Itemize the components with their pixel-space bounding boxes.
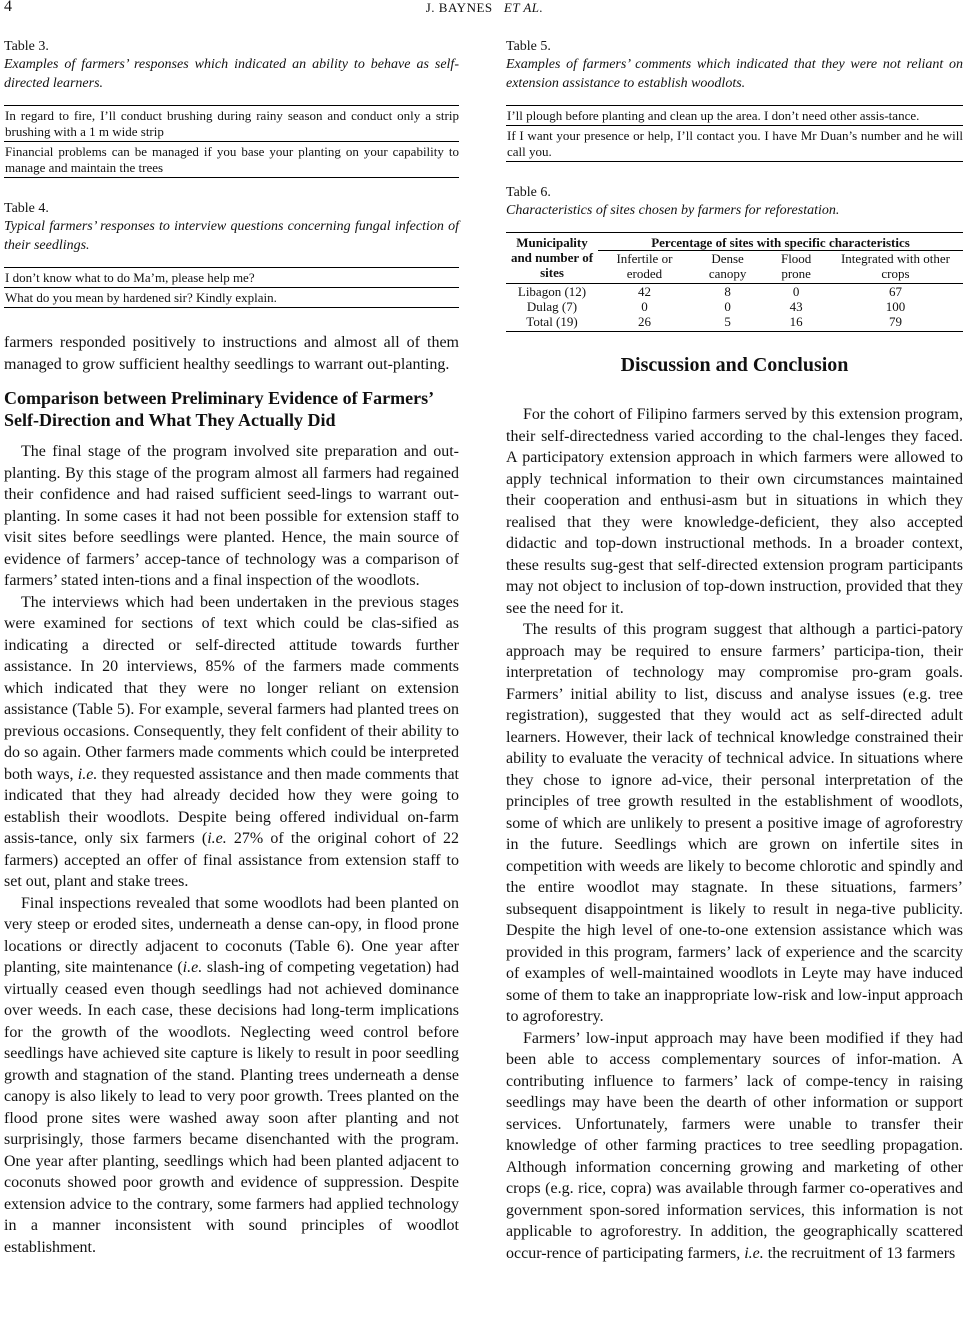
table-5-body [506, 105, 963, 162]
table-5-label: Table 5. [506, 39, 551, 54]
table-cell: 0 [641, 299, 648, 314]
table-row: I’ll plough before planting and clean up the area. I don’t need other assis-tance. [507, 108, 920, 123]
table-3-body [4, 105, 459, 178]
paragraph: The interviews which had been undertaken in the previous stages were examined for sections of text which could be clas-sified as indicating a directed or self-directed attitude towards further assistance. In 20 interviews, 85% of the farmers made comments which indicated that they were no longer reliant on extension assistance (Table 5). For example, several farmers had planted trees on previous occasions. Consequently, they felt confident of their ability to do so again. Other farmers made comments which could be interpreted both ways, i.e. they requested assistance and then made comments that indicated that they had already decided how they were going to establish their woodlots. Despite being offered individual on-farm assis-tance, only six farmers (i.e. 27% of the original cohort of 22 farmers) accepted an offer of final assistance from extension staff to set out, plant and stake trees. [4, 593, 460, 890]
column-header-group: Percentage of sites with specific characteristics [598, 233, 963, 251]
table-row [506, 284, 963, 300]
table-cell: 0 [764, 284, 828, 300]
paragraph: The final stage of the program involved site preparation and out-planting. By this stage of the program almost all farmers had regained their confidence and had raised sufficient seed-lings to warrant out-planting. In some cases it had not been possible for extension staff to visit sites before seedlings were planted. Hence, the main source of evidence of farmers’ accep-tance of technology was a comparison of farmers’ stated inten-tions and a final inspection of the woodlots. [4, 443, 459, 589]
table-cell: 0 [724, 299, 731, 314]
table-cell: Libagon (12) [506, 284, 598, 300]
column-header-municipality: Municipality and number of sites [506, 233, 598, 284]
paragraph: For the cohort of Filipino farmers served by this extension program, their self-directedness varied according to the chal-lenges they faced. A participatory extension approach in which farmers were allowed to apply technical information to their own circumstances maintained their cooperation and enthusi-asm but in situations in which they realised that they were knowledge-deficient, they also accepted didactic and top-down instructional methods. In a broader context, these results sug-gest that self-directed extension program participants may not object to inclusion of top-down instruction, provided that they see the need for it. [506, 406, 963, 617]
paragraph: Farmers’ low-input approach may have been modified if they had been able to access complementary sources of infor-mation. A contributing influence to farmers’ lack of compe-tency in raising seedlings may have been the dearth of other information or support services. Unfortunately, farmers were unable to transfer their knowledge of other farming practices to tree seedling propagation. Although information concerning growing and marketing of other crops (e.g. rice, copra) was available through farmer co-operatives and government spon-sored information services, this information is not applicable to agroforestry. In addition, the geographically scattered occur-rence of participating farmers, i.e. the recruitment of 13 farmers [506, 1029, 963, 1262]
table-6-label: Table 6. [506, 185, 551, 200]
running-head-etal: ET AL. [503, 0, 544, 15]
right-column [506, 38, 963, 1264]
page-number: 4 [4, 0, 12, 15]
table-3-label: Table 3. [4, 39, 49, 54]
table-6-grid [506, 232, 963, 332]
table-3-caption: Examples of farmers’ responses which indicated an ability to behave as self-directed learners. [4, 57, 459, 91]
table-row [506, 299, 963, 314]
running-head-author: J. BAYNES [425, 0, 493, 15]
table-cell: 8 [691, 284, 764, 300]
table-3 [4, 38, 459, 178]
column-header: Dense canopy [708, 251, 747, 281]
table-cell: 26 [598, 314, 691, 332]
paragraph: The results of this program suggest that although a partici-patory approach may be required to ensure farmers’ participa-tion, their interpretation of technology may compromise pro-gram goals. Farmers’ initial ability to list, discuss and analyse issues (e.g. tree registration), suggested that they would act as self-directed adult learners. However, their lack of technical knowledge constrained their ability to evaluate the veracity of technical advice. In situations where they chose to ignore ad-vice, their personal interpretation of the principles of tree growth resulted in the establishment of woodlots, some of which are unlikely to present a positive image of agroforestry in the future. Seedlings which are grown on infertile sites in competition with weeds are likely to become chlorotic and spindly and the entire woodlot may stagnate. In these situations, farmers’ subsequent disappointment is likely to result in nega-tive publicity. Despite the high level of one-to-one extension assistance which was provided in this program, farmers’ lack of experience and the scarcity of examples of well-maintained woodlots in Leyte may have induced some of them to take an inappropriate low-risk and low-input approach to agroforestry. [506, 621, 963, 1025]
table-row: If I want your presence or help, I’ll contact you. I have Mr Duan’s number and he will call you. [506, 125, 963, 161]
table-cell: 16 [764, 314, 828, 332]
column-header: Integrated with other crops [840, 251, 950, 281]
paragraph: Final inspections revealed that some woodlots had been planted on very steep or eroded sites, underneath a dense can-opy, in flood prone locations or directly adjacent to coconuts (Table 6). One year after planting, site maintenance (i.e. slash-ing of competing vegetation) had virtually ceased even though seedlings had not achieved dominance over weeds. In each case, these decisions had long-term implications for the growth of the woodlots. Neglecting weed control before seedlings have achieved site capture is likely to result in poor seedling growth and stagnation of the stand. Planting trees underneath a dense canopy is also likely to lead to very poor growth. Trees planted on the flood prone sites were washed away soon after planting and not surprisingly, those farmers became disenchanted with the program. One year after planting, seedlings which had been planted adjacent to coconuts showed poor growth and evidence of suppression. Despite extension advice to the contrary, some farmers had applied technology in a manner inconsistent with sound principles of woodlot establishment. [4, 894, 459, 1256]
table-cell: 100 [885, 299, 906, 314]
table-4-label: Table 4. [4, 201, 49, 216]
table-row [506, 314, 963, 332]
column-header: Flood prone [780, 251, 812, 281]
table-4-body [4, 267, 459, 308]
left-column [4, 38, 459, 1258]
section-heading-discussion: Discussion and Conclusion [620, 354, 849, 376]
column-header: Infertile or eroded [616, 251, 673, 281]
table-row: I don’t know what to do Ma’m, please help me? [5, 270, 255, 285]
table-4 [4, 200, 459, 308]
section-heading-comparison: Comparison between Preliminary Evidence of Farmers’ Self-Direction and What They Actually Did [4, 388, 433, 430]
paragraph-continued: farmers responded positively to instructions and almost all of them managed to grow sufficient healthy seedlings to warrant out-planting. [4, 334, 459, 373]
table-5-caption: Examples of farmers’ comments which indicated that they were not reliant on extension assistance to establish woodlots. [506, 57, 963, 91]
table-cell: 79 [828, 314, 963, 332]
running-head [0, 0, 969, 16]
table-cell: 67 [828, 284, 963, 300]
table-5 [506, 38, 963, 162]
table-cell: 42 [598, 284, 691, 300]
table-4-caption: Typical farmers’ responses to interview questions concerning fungal infection of their seedlings. [4, 219, 459, 253]
table-row: What do you mean by hardened sir? Kindly explain. [4, 287, 459, 307]
page-header [0, 0, 969, 20]
table-6-caption: Characteristics of sites chosen by farmers for reforestation. [506, 203, 840, 218]
table-cell: Total (19) [506, 314, 598, 332]
table-cell: 43 [789, 299, 803, 314]
table-row: In regard to fire, I’ll conduct brushing during rainy season and conduct only a strip brushing with a 1 m wide strip [5, 108, 459, 139]
table-cell: 5 [691, 314, 764, 332]
table-6 [506, 184, 963, 332]
table-row: Financial problems can be managed if you base your planting on your capability to manage and maintain the trees [4, 141, 459, 177]
table-cell: Dulag (7) [526, 299, 578, 314]
